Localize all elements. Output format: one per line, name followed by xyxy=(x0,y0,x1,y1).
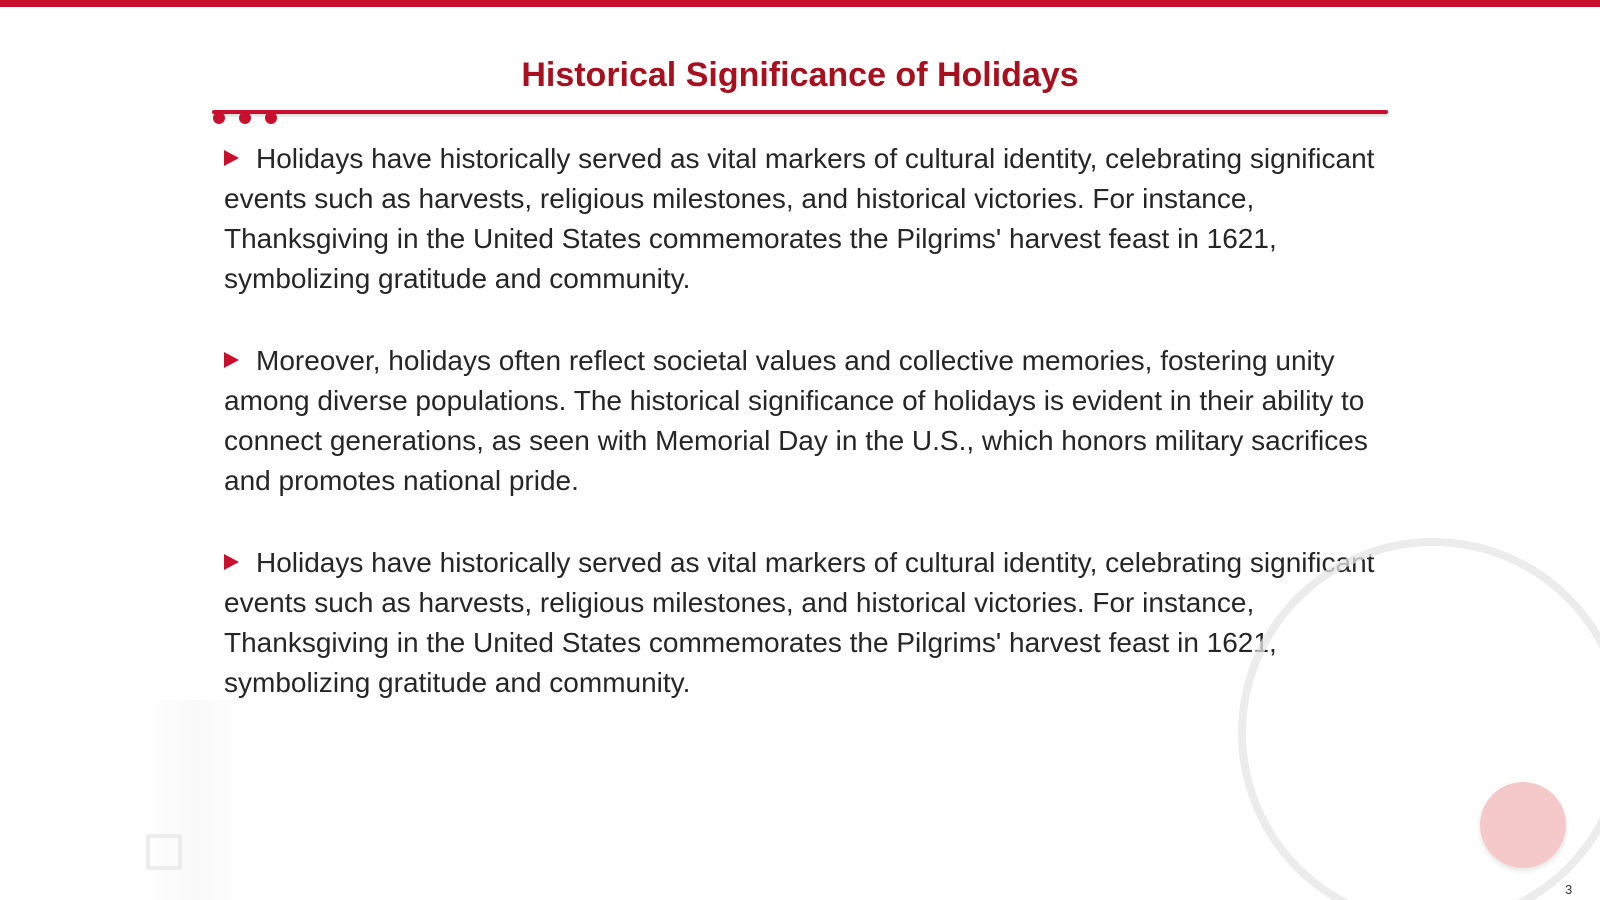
triangle-right-icon xyxy=(224,150,239,166)
title-underline xyxy=(212,110,1388,114)
page-number: 3 xyxy=(1565,882,1573,897)
bullet-item xyxy=(224,341,1384,501)
bullet-item xyxy=(224,139,1384,299)
triangle-right-icon xyxy=(224,352,239,368)
bullet-list xyxy=(224,139,1384,745)
decorative-dot-icon xyxy=(265,112,277,124)
bullet-text: Holidays have historically served as vital markers of cultural identity, celebrating significant events such as harvests, religious milestones, and historical victories. For instance, Thanksgiving in the United States commemorates the Pilgrims' harvest feast in 1621, symbolizing gratitude and community. xyxy=(224,143,1375,294)
slide-title: Historical Significance of Holidays xyxy=(521,56,1079,94)
bullet-text: Holidays have historically served as vital markers of cultural identity, celebrating significant events such as harvests, religious milestones, and historical victories. For instance, Thanksgiving in the United States commemorates the Pilgrims' harvest feast in 1621, symbolizing gratitude and community. xyxy=(224,547,1375,698)
bullet-item xyxy=(224,543,1384,703)
decorative-dot-icon xyxy=(213,112,225,124)
decorative-dot-icon xyxy=(239,112,251,124)
triangle-right-icon xyxy=(224,554,239,570)
decorative-square-icon xyxy=(146,834,182,870)
bullet-text: Moreover, holidays often reflect societal values and collective memories, fostering unity among diverse populations. The historical significance of holidays is evident in their ability to connect generations, as seen with Memorial Day in the U.S., which honors military sacrifices and promotes national pride. xyxy=(224,345,1368,496)
top-accent-bar xyxy=(0,0,1600,7)
decorative-circle-icon xyxy=(1480,782,1566,868)
